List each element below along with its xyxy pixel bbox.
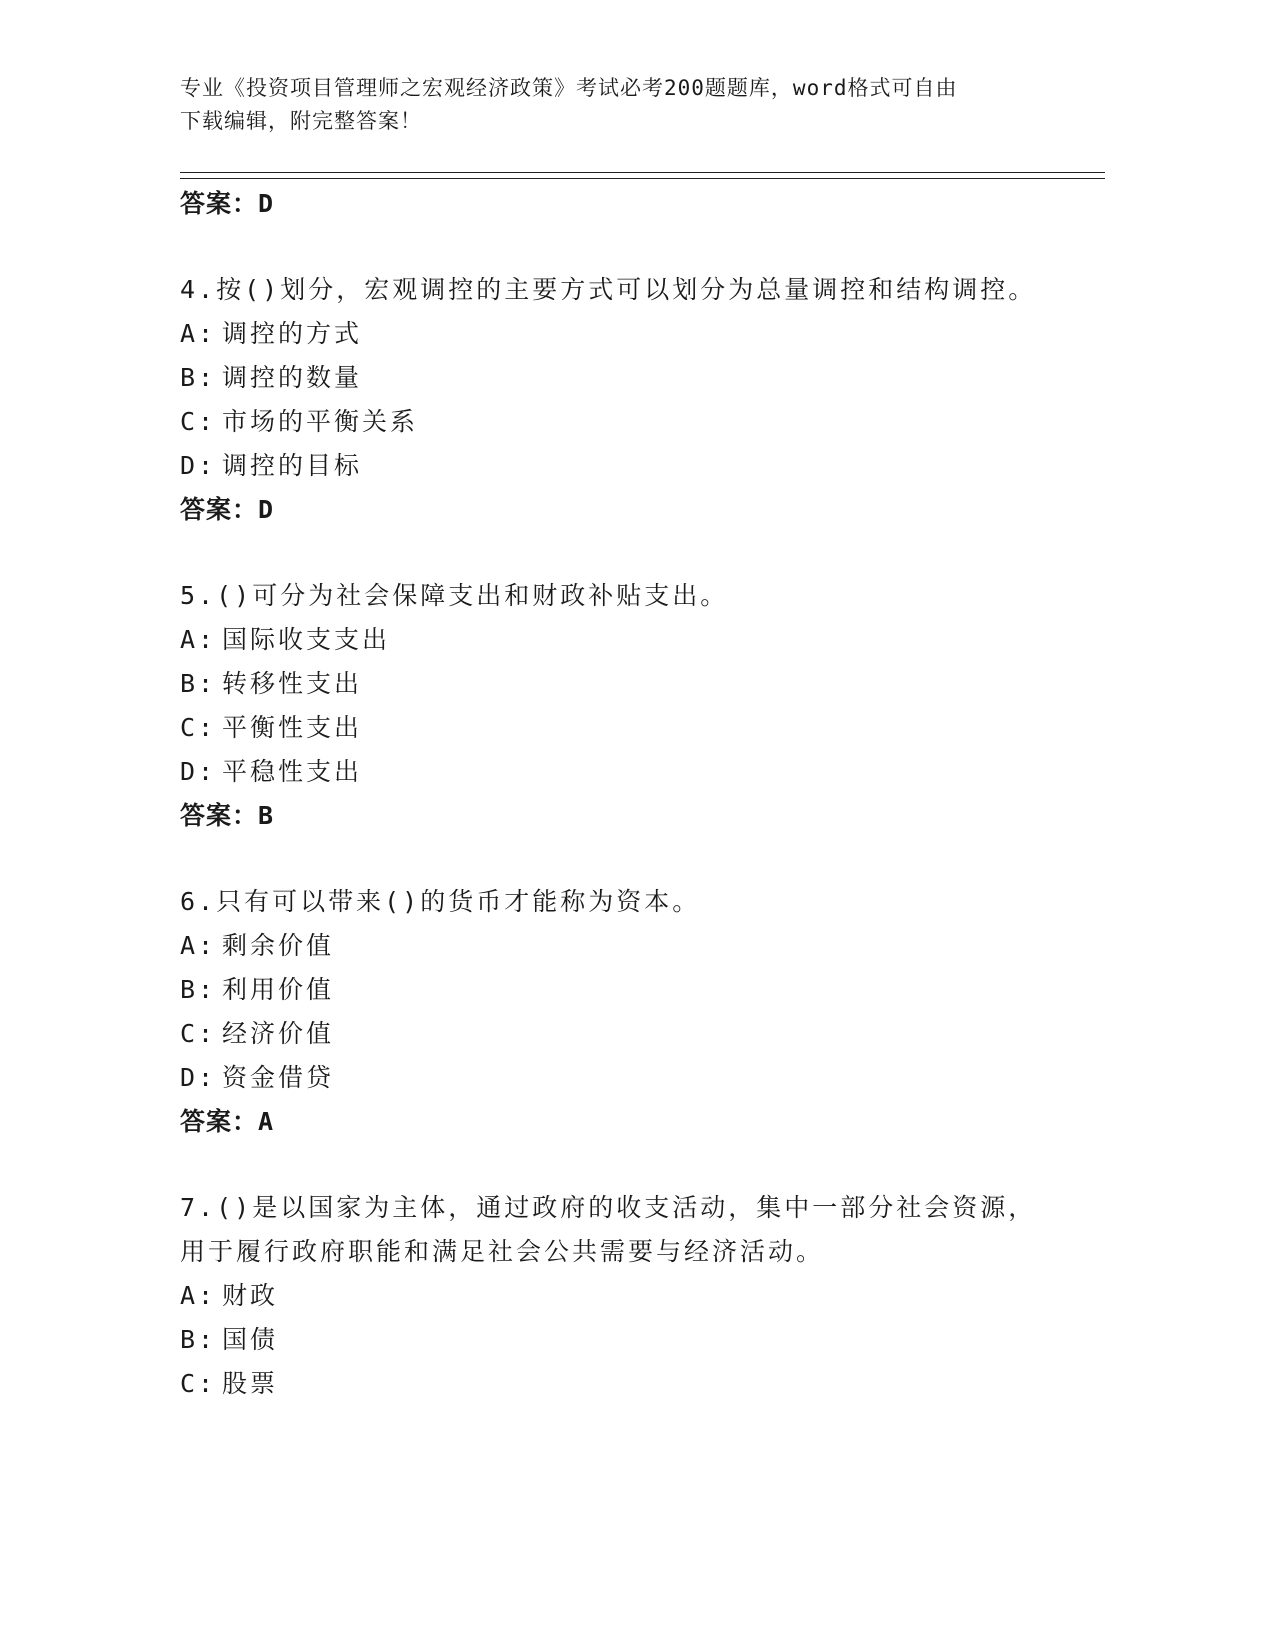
option-text: 平稳性支出 (222, 757, 363, 786)
option-text: 调控的目标 (222, 451, 363, 480)
option-d (180, 1058, 1105, 1102)
option-key: B: (180, 363, 217, 392)
question-stem: 5.()可分为社会保障支出和财政补贴支出。 (180, 581, 729, 610)
option-a (180, 1276, 1105, 1320)
option-text: 经济价值 (222, 1019, 335, 1048)
option-a (180, 314, 1105, 358)
option-key: B: (180, 1325, 217, 1354)
option-key: A: (180, 1281, 217, 1310)
option-text: 调控的数量 (222, 363, 363, 392)
option-key: C: (180, 407, 217, 436)
question-block (180, 882, 1105, 1146)
option-d (180, 752, 1105, 796)
spacer (180, 1146, 1105, 1188)
answer-line: 答案：D (180, 189, 275, 218)
option-b (180, 664, 1105, 708)
spacer (180, 840, 1105, 882)
option-key: D: (180, 451, 217, 480)
question-list (180, 184, 1105, 1408)
question-block (180, 1188, 1105, 1408)
question-stem: 4.按()划分，宏观调控的主要方式可以划分为总量调控和结构调控。 (180, 275, 1037, 304)
option-key: C: (180, 1369, 217, 1398)
option-key: A: (180, 625, 217, 654)
option-text: 剩余价值 (222, 931, 335, 960)
option-key: B: (180, 975, 217, 1004)
answer-line: 答案：A (180, 1107, 275, 1136)
option-text: 资金借贷 (222, 1063, 335, 1092)
header-line-2: 下载编辑，附完整答案！ (180, 109, 422, 133)
document-header (180, 72, 1040, 138)
option-a (180, 620, 1105, 664)
option-b (180, 358, 1105, 402)
option-key: C: (180, 1019, 217, 1048)
option-text: 利用价值 (222, 975, 335, 1004)
header-line-1: 专业《投资项目管理师之宏观经济政策》考试必考200题题库，word格式可自由 (180, 76, 958, 100)
header-divider (180, 172, 1105, 179)
option-text: 市场的平衡关系 (222, 407, 419, 436)
option-text: 国际收支支出 (222, 625, 391, 654)
option-text: 财政 (222, 1281, 279, 1310)
option-d (180, 446, 1105, 490)
spacer (180, 228, 1105, 270)
question-stem: 6.只有可以带来()的货币才能称为资本。 (180, 887, 701, 916)
option-text: 转移性支出 (222, 669, 363, 698)
question-block (180, 270, 1105, 534)
option-c (180, 1014, 1105, 1058)
option-c (180, 1364, 1105, 1408)
option-b (180, 970, 1105, 1014)
option-text: 调控的方式 (222, 319, 363, 348)
question-block (180, 576, 1105, 840)
spacer (180, 534, 1105, 576)
option-text: 股票 (222, 1369, 279, 1398)
option-a (180, 926, 1105, 970)
question-stem: 7.()是以国家为主体，通过政府的收支活动，集中一部分社会资源， (180, 1193, 1037, 1222)
option-c (180, 708, 1105, 752)
option-key: A: (180, 319, 217, 348)
option-key: A: (180, 931, 217, 960)
option-text: 平衡性支出 (222, 713, 363, 742)
question-stem-continued: 用于履行政府职能和满足社会公共需要与经济活动。 (180, 1237, 825, 1266)
option-c (180, 402, 1105, 446)
answer-line: 答案：D (180, 495, 275, 524)
option-b (180, 1320, 1105, 1364)
option-key: D: (180, 757, 217, 786)
option-key: C: (180, 713, 217, 742)
answer-line: 答案：B (180, 801, 275, 830)
option-text: 国债 (222, 1325, 279, 1354)
option-key: B: (180, 669, 217, 698)
option-key: D: (180, 1063, 217, 1092)
